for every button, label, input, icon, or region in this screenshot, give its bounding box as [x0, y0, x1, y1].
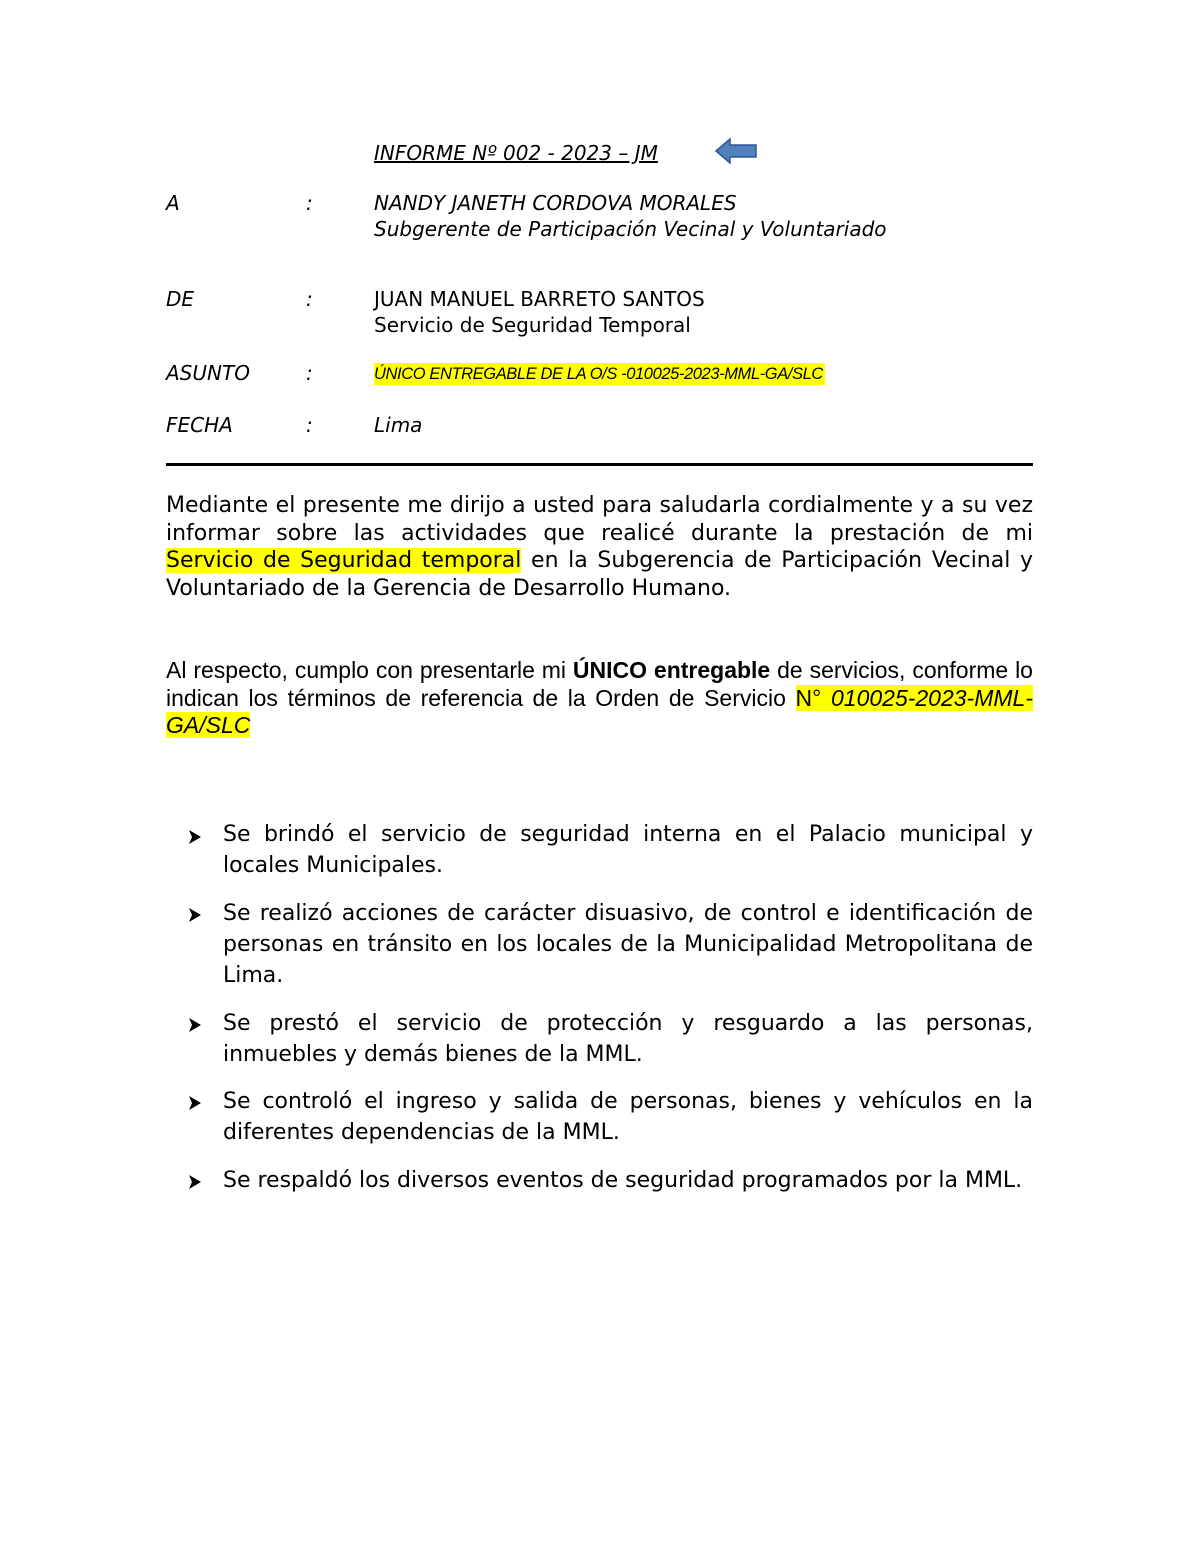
service-highlight: Servicio de Seguridad temporal	[166, 548, 522, 573]
subject-value: ÚNICO ENTREGABLE DE LA O/S -010025-2023-MML-GA/SLC	[374, 365, 823, 383]
list-item: Se brindó el servicio de seguridad interna en el Palacio municipal y locales Municipales.	[223, 822, 1033, 878]
from-position: Servicio de Seguridad Temporal	[374, 313, 691, 337]
to-name: NANDY JANETH CORDOVA MORALES	[374, 191, 737, 215]
from-label: DE	[166, 287, 195, 311]
to-colon: :	[306, 191, 313, 215]
chevron-right-icon	[186, 1016, 204, 1034]
to-label: A	[166, 191, 180, 215]
left-arrow-icon	[714, 136, 758, 166]
chevron-right-icon	[186, 828, 204, 846]
intro-text-end: en la Subgerencia de Participación Vecinal y Voluntariado de la Gerencia de Desarrollo Humano.	[166, 548, 1034, 601]
list-item: Se controló el ingreso y salida de personas, bienes y vehículos en la diferentes dependencias de la MML.	[223, 1089, 1033, 1145]
report-title: INFORME Nº 002 - 2023 – JM	[374, 141, 658, 165]
chevron-right-icon	[186, 906, 204, 924]
date-colon: :	[306, 413, 313, 437]
subject-label: ASUNTO	[166, 361, 250, 385]
deliverable-bold: ÚNICO entregable	[572, 657, 771, 683]
header-divider	[166, 463, 1033, 466]
deliverable-text-end: de servicios, conforme lo indican los términos de referencia de la Orden de Servicio	[166, 657, 1033, 711]
chevron-right-icon	[186, 1094, 204, 1112]
chevron-right-icon	[186, 1173, 204, 1191]
list-item: Se prestó el servicio de protección y resguardo a las personas, inmuebles y demás bienes de la MML.	[223, 1011, 1033, 1067]
intro-paragraph	[166, 492, 1033, 602]
to-position: Subgerente de Participación Vecinal y Voluntariado	[374, 217, 887, 241]
from-colon: :	[306, 287, 313, 311]
date-value: Lima	[374, 413, 423, 437]
intro-text-start: Mediante el presente me dirijo a usted para saludarla cordialmente y a su vez informar sobre las actividades que realicé durante la prestación de mi	[166, 493, 1033, 546]
list-item: Se realizó acciones de carácter disuasivo, de control e identificación de personas en tránsito en los locales de la Municipalidad Metropolitana de Lima.	[223, 901, 1033, 988]
deliverable-paragraph	[166, 657, 1033, 740]
order-number-prefix: N°	[795, 684, 831, 711]
subject-colon: :	[306, 361, 313, 385]
order-number-code: 010025-2023-MML-GA/SLC	[166, 684, 1033, 738]
date-label: FECHA	[166, 413, 233, 437]
deliverable-text-start: Al respecto, cumplo con presentarle mi	[166, 657, 573, 683]
from-name: JUAN MANUEL BARRETO SANTOS	[374, 287, 705, 311]
list-item: Se respaldó los diversos eventos de seguridad programados por la MML.	[223, 1168, 1023, 1193]
